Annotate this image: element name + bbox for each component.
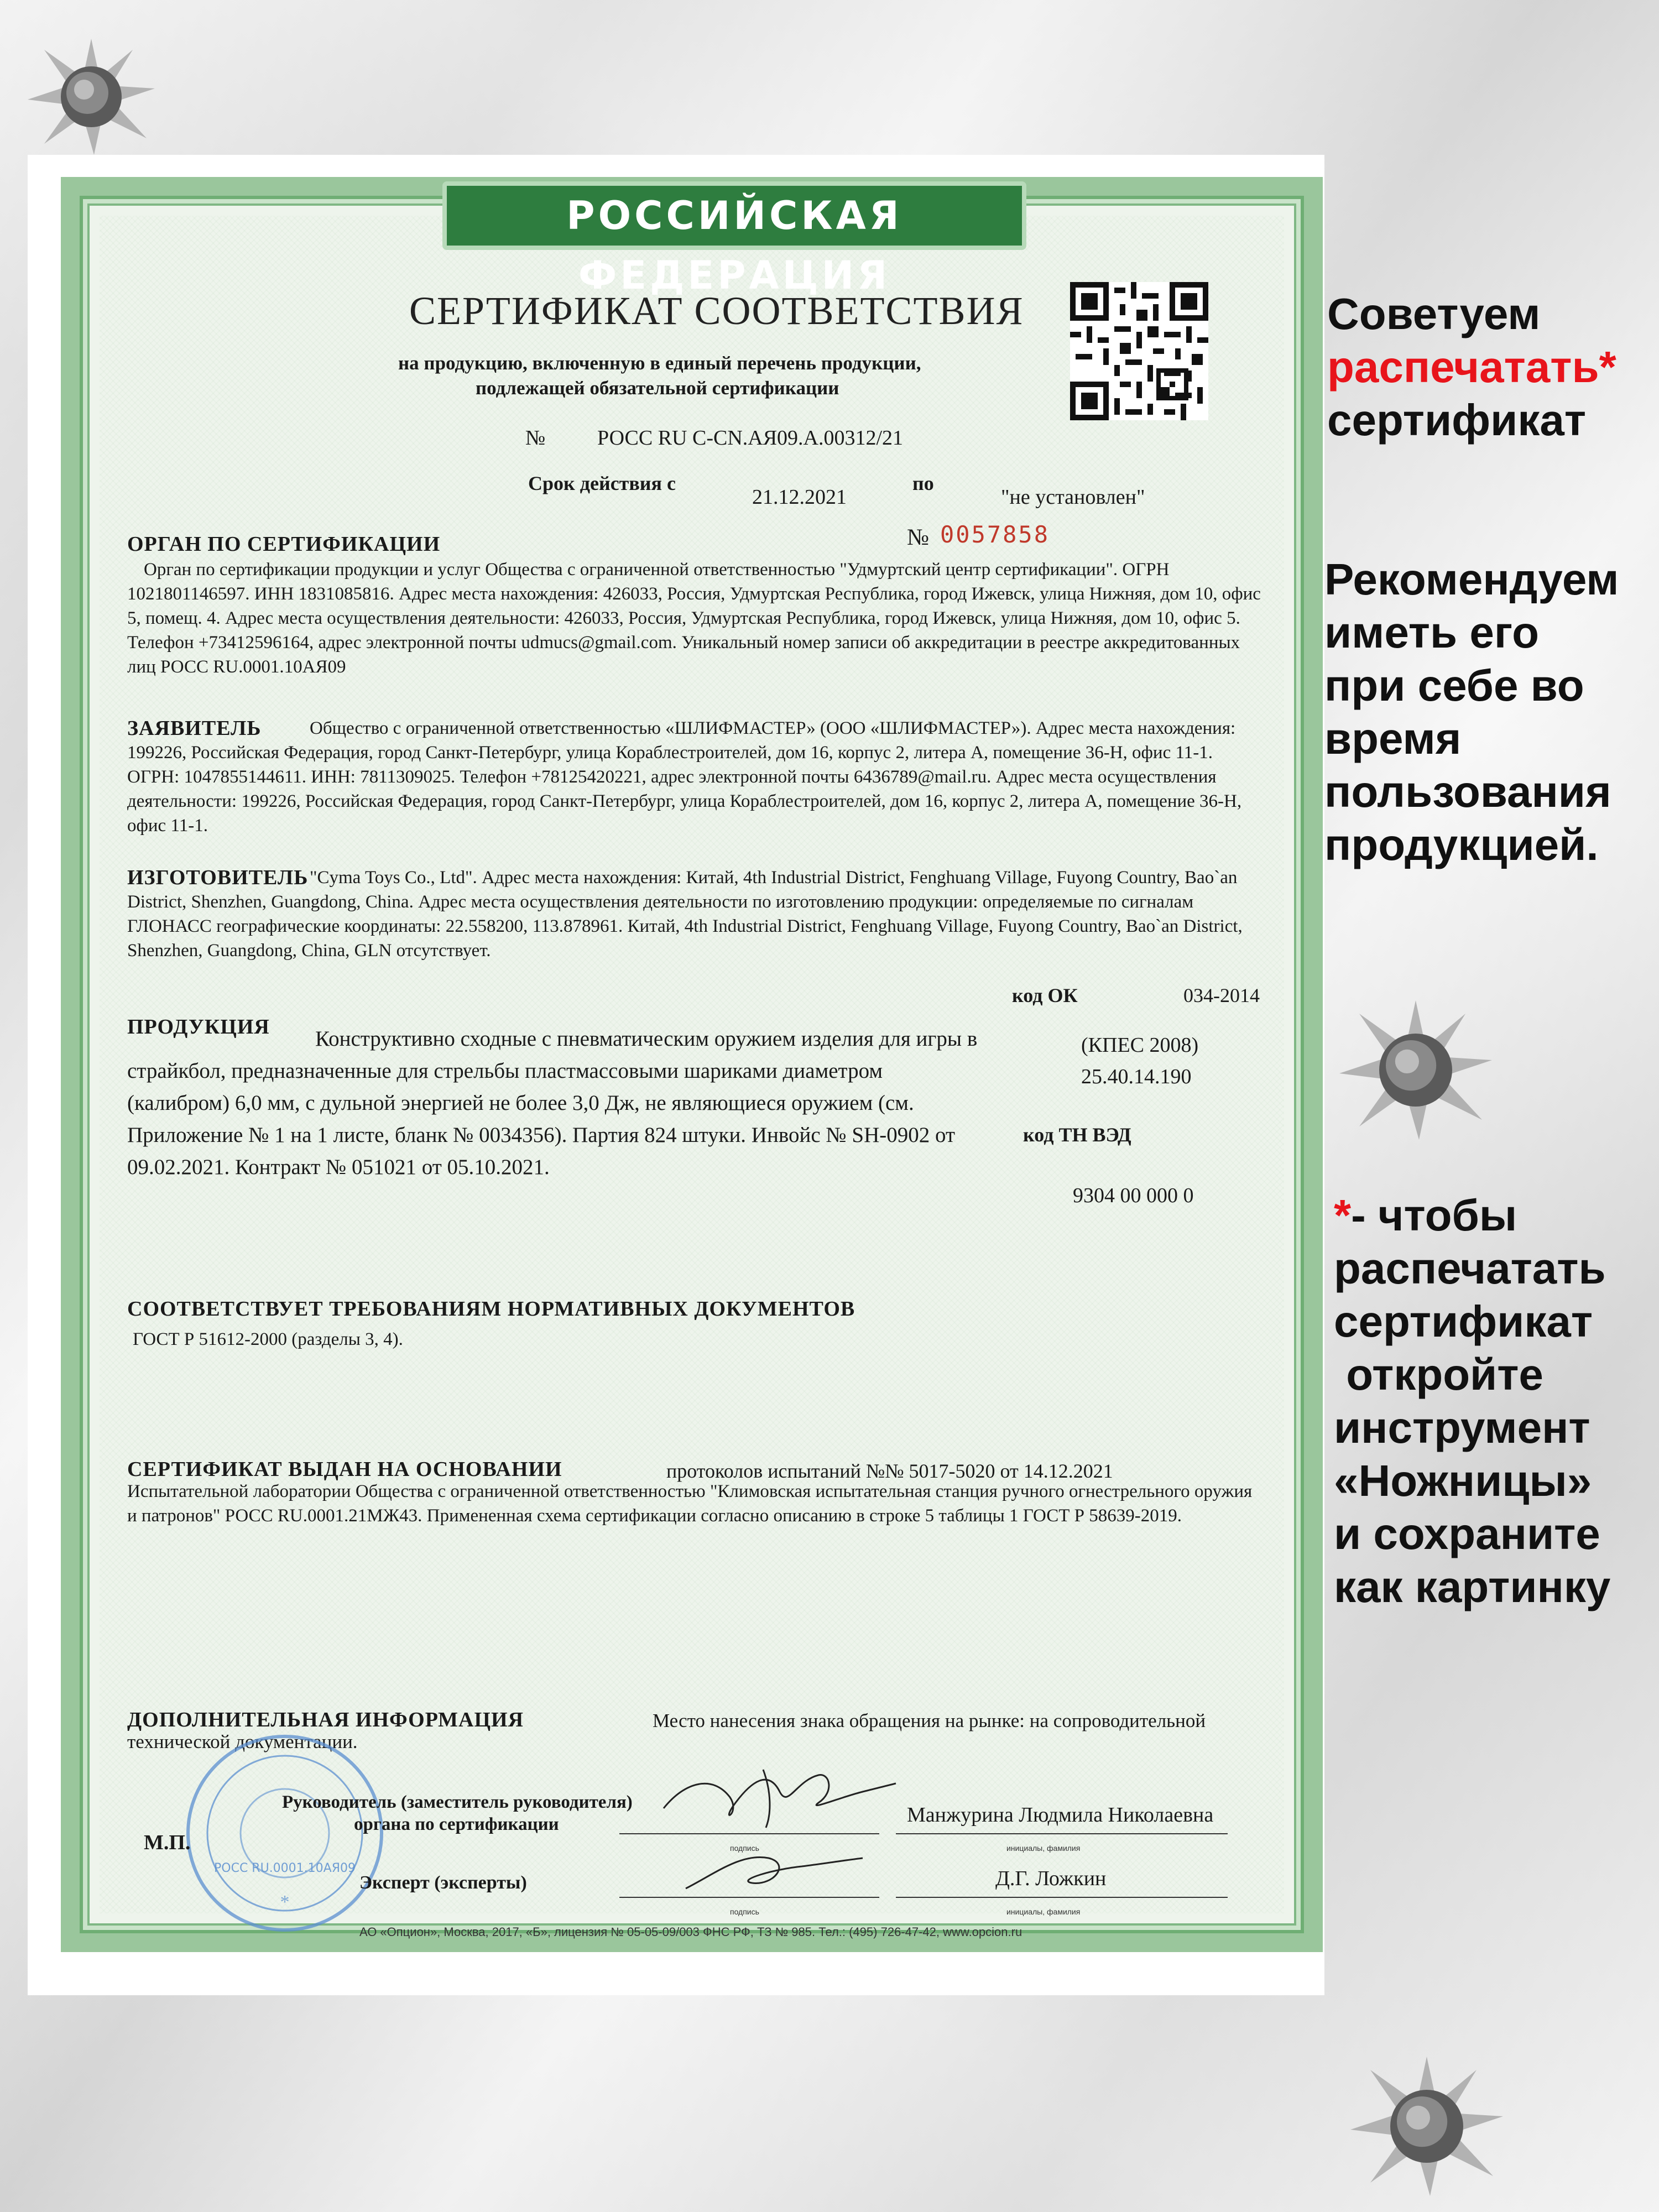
svg-text:РОСС RU.0001.10АЯ09: РОСС RU.0001.10АЯ09 (214, 1861, 356, 1875)
footnote-line: как картинку (1334, 1562, 1611, 1611)
carry-advice-line: пользования (1324, 767, 1611, 816)
certificate-banner: РОССИЙСКАЯ ФЕДЕРАЦИЯ (442, 181, 1026, 250)
cert-body-text: Орган по сертификации продукции и услуг Общества с ограниченной ответственностью "Удмуртский центр сертификации". ОГРН 1021801146597. ИНН 1831085816. Адрес места нахождения: 426033, Россия, Удмуртская Республика, город Ижевск, улица Нижняя, дом 10, офис 5, помещ. 4. Адрес места осуществления деятельности: 426033, Россия, Удмуртская Республика, город Ижевск, улица Нижняя, дом 10, офис 5. Телефон +73412596164, адрес электронной почты udmucs@gmail.com. Уникальный номер записи об аккредитации в реестре аккредитованных лиц РОСС RU.0001.10АЯ09 (127, 560, 1261, 677)
footnote-line: откройте (1334, 1350, 1543, 1399)
valid-from-date: 21.12.2021 (752, 486, 847, 509)
ok-code-value: 034-2014 (1183, 984, 1260, 1006)
bullet-hole-icon (22, 33, 160, 160)
footnote-instructions (1334, 1189, 1610, 1614)
seal-place-label: М.П. (144, 1831, 191, 1854)
footnote-line: распечатать (1334, 1244, 1606, 1293)
print-advice-line: сертификат (1327, 395, 1587, 445)
basis-text: Испытательной лаборатории Общества с ограниченной ответственностью "Климовская испытательная станция ручного огнестрельного оружия и патронов" РОСС RU.0001.21МЖ43. Примененная схема сертификации согласно описанию в строке 5 таблицы 1 ГОСТ Р 58639-2019. (127, 1481, 1253, 1526)
valid-from-label: Срок действия с (528, 472, 676, 494)
certificate-subtitle-1: на продукцию, включенную в единый перечень продукции, (398, 352, 921, 374)
manufacturer-text: "Cyma Toys Co., Ltd". Адрес места нахождения: Китай, 4th Industrial District, Fenghuang Village, Fuyong Country, Bao`an District, Shenzhen, Guangdong, China. Адрес места осуществления деятельности по изготовлению продукции: определяемые по сигналам ГЛОНАСС географические координаты: 22.558200, 113.878961. Китай, 4th Industrial District, Fenghuang Village, Fuyong Country, Bao`an District, Shenzhen, Guangdong, China, GLN отсутствует. (127, 868, 1243, 961)
head-signatory-name: Манжурина Людмила Николаевна (907, 1803, 1214, 1827)
certificate (61, 177, 1323, 1952)
expert-label: Эксперт (эксперты) (359, 1872, 527, 1893)
print-advice (1327, 288, 1616, 447)
certificate-subtitle-2: подлежащей обязательной сертификации (476, 377, 839, 399)
valid-to-label: по (912, 472, 934, 494)
certificate-title: СЕРТИФИКАТ СООТВЕТСТВИЯ (409, 289, 1024, 333)
conformity-heading: СООТВЕТСТВУЕТ ТРЕБОВАНИЯМ НОРМАТИВНЫХ ДОКУМЕНТОВ (127, 1297, 855, 1321)
product-heading: ПРОДУКЦИЯ (127, 1015, 270, 1039)
expert-name: Д.Г. Ложкин (995, 1867, 1107, 1890)
valid-to-value: "не установлен" (1001, 486, 1145, 509)
carry-advice-line: время (1324, 714, 1462, 763)
name-caption: инициалы, фамилия (1006, 1907, 1081, 1916)
bullet-hole-icon (1344, 2046, 1510, 2206)
basis-heading: СЕРТИФИКАТ ВЫДАН НА ОСНОВАНИИ (127, 1458, 562, 1481)
signature-line (619, 1833, 879, 1834)
kpes-value: 25.40.14.190 (1081, 1065, 1192, 1088)
blank-number: 0057858 (940, 521, 1050, 548)
footnote-line: инструмент (1334, 1403, 1590, 1452)
footnote-star: * (1599, 342, 1616, 392)
certificate-number-sign: № (525, 426, 546, 450)
print-advice-line: Советуем (1327, 289, 1541, 338)
cert-body-heading: ОРГАН ПО СЕРТИФИКАЦИИ (127, 533, 441, 556)
signature (653, 1759, 901, 1830)
extra-info-text: Место нанесения знака обращения на рынке: на сопроводительной (653, 1710, 1206, 1731)
footnote-line (1334, 1189, 1610, 1242)
product-text: Конструктивно сходные с пневматическим оружием изделия для игры в страйкбол, предназначенные для стрельбы пластмассовыми шариками диаметром (калибром) 6,0 мм, с дульной энергией не более 3,0 Дж, не являющиеся оружием (см. Приложение № 1 на 1 листе, бланк № 0034356). Партия 824 штуки. Инвойс № SH-0902 от 09.02.2021. Контракт № 051021 от 05.10.2021. (127, 1027, 978, 1179)
footnote-line: и сохраните (1334, 1509, 1600, 1558)
certificate-number: РОСС RU C-CN.АЯ09.А.00312/21 (597, 426, 904, 450)
applicant-text: Общество с ограниченной ответственностью «ШЛИФМАСТЕР» (ООО «ШЛИФМАСТЕР»). Адрес места нахождения: 199226, Российская Федерация, город Санкт-Петербург, улица Кораблестроителей, дом 16, корпус 2, литера А, помещение 36-Н, офис 11-1. ОГРН: 1047855144611. ИНН: 7811309025. Телефон +78125420221, адрес электронной почты 6436789@mail.ru. Адрес места осуществления деятельности: 199226, Российская Федерация, город Санкт-Петербург, улица Кораблестроителей, дом 16, корпус 2, литера А, помещение 36-Н, офис 11-1. (127, 718, 1242, 836)
footnote-text: - чтобы (1351, 1191, 1517, 1240)
blank-number-sign: № (907, 525, 930, 550)
head-signatory-label-2: органа по сертификации (354, 1814, 559, 1834)
certificate-body (100, 193, 1284, 1939)
footnote-line: сертификат (1334, 1297, 1593, 1346)
svg-text:*: * (280, 1892, 290, 1912)
name-line (896, 1833, 1228, 1834)
signature (675, 1841, 885, 1902)
carry-advice-line: при себе во (1324, 661, 1584, 710)
carry-advice-line: иметь его (1324, 608, 1540, 657)
bullet-hole-icon (1333, 990, 1499, 1150)
head-signatory-label: Руководитель (заместитель руководителя) (282, 1792, 633, 1812)
print-advice-highlight: распечатать (1327, 342, 1599, 392)
signature-caption: подпись (730, 1907, 759, 1916)
name-caption: инициалы, фамилия (1006, 1844, 1081, 1853)
footnote-line: «Ножницы» (1334, 1456, 1592, 1505)
name-line (896, 1897, 1228, 1898)
carry-advice-line: продукцией. (1324, 820, 1599, 869)
footnote-star: * (1334, 1191, 1352, 1240)
tnved-value: 9304 00 000 0 (1073, 1184, 1194, 1207)
print-advice-line (1327, 341, 1616, 394)
manufacturer-heading: ИЗГОТОВИТЕЛЬ (127, 866, 309, 889)
printer-imprint: АО «Опцион», Москва, 2017, «Б», лицензия № 05-05-09/003 ФНС РФ, ТЗ № 985. Тел.: (495) 726-47-42, www.opcion.ru (359, 1925, 1022, 1939)
ok-code-label: код ОК (1012, 984, 1078, 1006)
kpes-label: (КПЕС 2008) (1081, 1034, 1199, 1057)
tnved-label: код ТН ВЭД (1023, 1124, 1131, 1146)
applicant-heading: ЗАЯВИТЕЛЬ (127, 717, 262, 740)
extra-info-heading: ДОПОЛНИТЕЛЬНАЯ ИНФОРМАЦИЯ (127, 1708, 524, 1731)
conformity-text: ГОСТ Р 51612-2000 (разделы 3, 4). (133, 1329, 403, 1349)
extra-info-text-continued: технической документации. (127, 1731, 358, 1752)
basis-protocols: протоколов испытаний №№ 5017-5020 от 14.12.2021 (666, 1460, 1113, 1482)
signature-line (619, 1897, 879, 1898)
signature-caption: подпись (730, 1844, 759, 1853)
qr-code (1070, 282, 1208, 420)
carry-advice-line: Рекомендуем (1324, 555, 1619, 604)
carry-advice (1324, 553, 1619, 872)
